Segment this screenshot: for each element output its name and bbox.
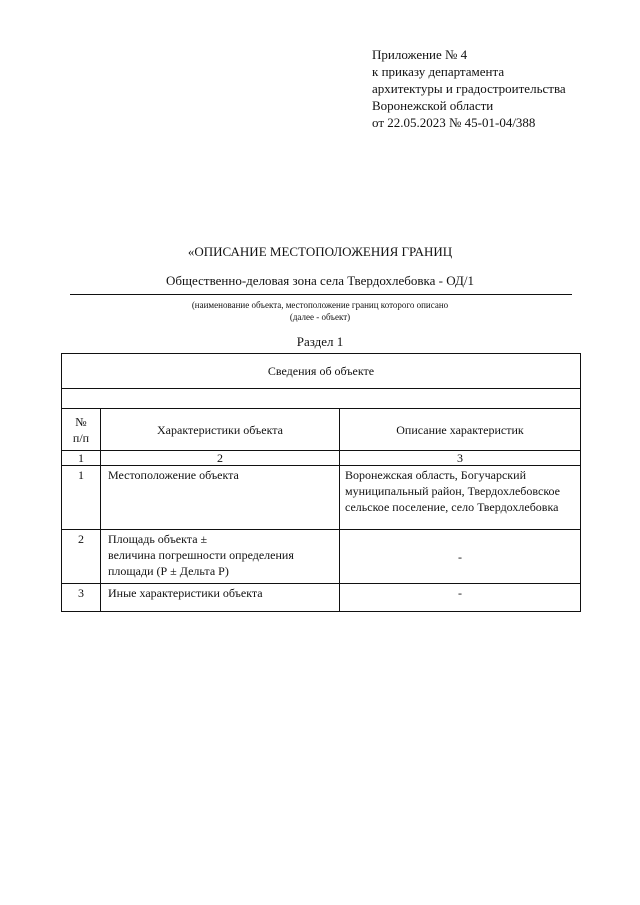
description-line: муниципальный район, Твердохлебовское — [345, 484, 561, 498]
underline-rule — [70, 294, 572, 295]
appendix-line: архитектуры и градостроительства — [372, 81, 566, 96]
caption-line: (наименование объекта, местоположение границ которого описано — [191, 300, 449, 310]
description-line: Воронежская область, Богучарский — [345, 468, 526, 482]
appendix-block — [372, 46, 566, 131]
object-info-table — [61, 353, 581, 612]
column-header-num-line: п/п — [72, 430, 90, 445]
row-description: - — [340, 530, 581, 584]
index-cell: 2 — [101, 451, 340, 466]
index-row — [62, 451, 581, 466]
characteristic-line: величина погрешности определения — [108, 548, 294, 562]
row-description — [340, 466, 581, 530]
object-name: Общественно-деловая зона села Твердохлебовка - ОД/1 — [166, 273, 474, 288]
description-line: сельское поселение, село Твердохлебовка — [345, 500, 559, 514]
row-characteristic — [101, 466, 340, 530]
row-num: 2 — [62, 530, 101, 584]
object-caption — [0, 299, 640, 323]
appendix-line: Воронежской области — [372, 98, 494, 113]
document-title: «ОПИСАНИЕ МЕСТОПОЛОЖЕНИЯ ГРАНИЦ — [187, 244, 453, 259]
table-row — [62, 584, 581, 612]
table-row — [62, 530, 581, 584]
index-cell: 1 — [62, 451, 101, 466]
row-num: 3 — [62, 584, 101, 612]
characteristic-line: Площадь объекта ± — [108, 532, 208, 546]
index-cell: 3 — [340, 451, 581, 466]
row-characteristic — [101, 530, 340, 584]
column-header-row — [62, 409, 581, 451]
characteristic-line: Местоположение объекта — [108, 468, 239, 482]
section-title: Раздел 1 — [296, 334, 344, 349]
table-header: Сведения об объекте — [62, 354, 581, 389]
appendix-line: к приказу департамента — [372, 64, 505, 79]
table-header-row — [62, 354, 581, 389]
column-header-characteristics: Характеристики объекта — [101, 409, 340, 451]
row-num: 1 — [62, 466, 101, 530]
column-header-num — [62, 409, 101, 451]
characteristic-line: площади (Р ± Дельта Р) — [108, 564, 229, 578]
characteristic-line: Иные характеристики объекта — [108, 586, 263, 600]
appendix-line: Приложение № 4 — [372, 47, 468, 62]
table-row — [62, 466, 581, 530]
table-spacer-row — [62, 389, 581, 409]
table-spacer-cell — [62, 389, 581, 409]
appendix-line: от 22.05.2023 № 45-01-04/388 — [372, 115, 536, 130]
row-description: - — [340, 584, 581, 612]
caption-line: (далее - объект) — [289, 312, 351, 322]
column-header-num-line: № — [75, 414, 87, 429]
row-characteristic — [101, 584, 340, 612]
column-header-description: Описание характеристик — [340, 409, 581, 451]
